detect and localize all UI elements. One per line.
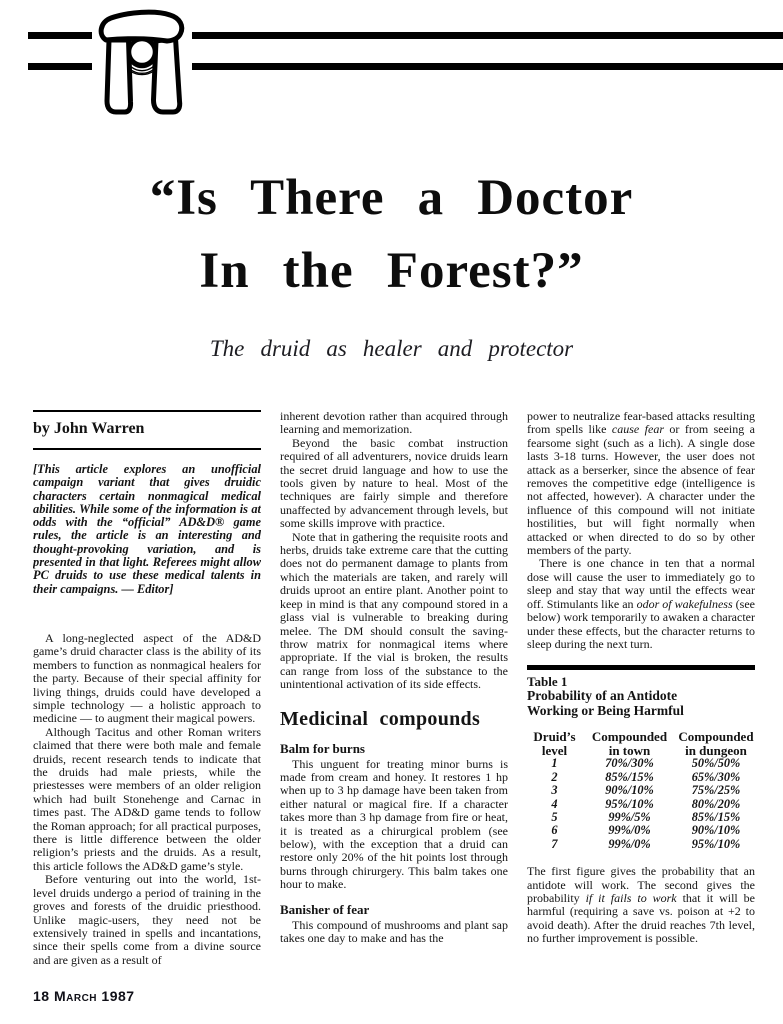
table-cell: 99%/5% [608, 809, 651, 824]
column-2-flow [280, 410, 508, 945]
table-cell: 95%/10% [605, 796, 654, 811]
header-town-2: in town [608, 742, 651, 758]
text-run: The first figure gives the probability that an antidote will work. The second gives the probability [527, 864, 755, 905]
paragraph [527, 557, 755, 651]
text-run: Although Tacitus and other Roman writers claimed that there were both male and female druids, recent research tends to indicate that the druids had male priests, while the priestesses were members of an older religion which had built Stonehenge and Carnac in times past. The AD&D game tends to follow the Roman approach; for all practical purposes, there is little difference between the older religion’s priests and the druids. As a result, this article follows the AD&D game’s style. [33, 724, 261, 873]
table-1-header-row-1 [527, 730, 755, 744]
table-row [527, 798, 755, 811]
paragraph [527, 410, 755, 557]
table-cell: 85%/15% [605, 769, 654, 784]
article-body [33, 410, 755, 988]
header-dungeon-2: in dungeon [685, 742, 747, 758]
table-cell: 6 [551, 823, 558, 838]
paragraph [280, 919, 508, 946]
table-1-rows [527, 757, 755, 851]
table-cell: 70%/30% [605, 756, 654, 771]
italic-phrase: odor of wakefulness [636, 596, 733, 611]
table-cell: 99%/0% [608, 836, 651, 851]
table-row [527, 771, 755, 784]
table-1-note [527, 865, 755, 945]
column-3-flow [527, 410, 755, 651]
paragraph [33, 726, 261, 873]
text-run: There is one chance in ten that a normal dose will cause the user to immediately go to sleep and stay that way until the effects wear off. Stimulants like an [527, 556, 755, 611]
table-1-label: Table 1 [527, 674, 568, 690]
compound-heading: Banisher of fear [280, 901, 370, 917]
text-run: (see below) work temporarily to awaken a character under these effects, but the character returns to sleep during the next turn. [527, 596, 755, 651]
issue-date: March 1987 [53, 988, 135, 1004]
table-cell: 7 [551, 836, 558, 851]
byline [33, 410, 261, 450]
column-2 [280, 410, 508, 988]
dolmen-stonehenge-icon [92, 5, 192, 117]
table-1 [527, 665, 755, 851]
article-subtitle: The druid as healer and protector [209, 336, 574, 361]
table-cell: 90%/10% [691, 823, 741, 838]
table-cell: 75%/25% [691, 783, 741, 798]
text-run: This compound of mushrooms and plant sap takes one day to make and has the [280, 917, 508, 945]
text-run: Beyond the basic combat instruction required of all adventurers, novice druids learn the secret druid language and how to use the tools given by nature to heal. Most of the techniques are fairly simple and therefore unaffected by advancement through levels, but some skills improve with practice. [280, 435, 508, 531]
table-cell: 3 [551, 783, 558, 798]
table-cell: 2 [551, 769, 558, 784]
text-run: that it will be harmful (requiring a save vs. poison at +2 to avoid death). After the druid reaches 7th level, no further improvement is possible. [527, 890, 755, 946]
table-row [527, 757, 755, 770]
paragraph [33, 632, 261, 726]
title-line-1: “Is There a Doctor [149, 170, 634, 226]
page-footer [33, 988, 135, 1004]
paragraph [33, 873, 261, 967]
table-cell: 65%/30% [691, 769, 741, 784]
table-row [527, 811, 755, 824]
table-cell: 85%/15% [691, 809, 741, 824]
text-run: This unguent for treating minor burns is made from cream and honey. It restores 1 hp when up to 3 hp damage have been taken from either natural or magical fire. If a character takes more than 3 hp damage from fire or heat, it is treated as a chirurgical problem (see below), with the exception that a druid can restore only 20% of the hit points lost through burns through chirurgery. This balm takes one hour to make. [280, 756, 508, 892]
compound-heading: Balm for burns [280, 740, 365, 756]
table-cell: 90%/10% [605, 783, 654, 798]
text-run: Before venturing out into the world, 1st-level druids undergo a period of training in the groves and forests of the druidic priesthood. Unlike magic-users, they need not be extensively trained in spells and incantations, since their spells come from a divine source and are given as a result of [33, 872, 261, 967]
table-row [527, 824, 755, 837]
table-cell: 5 [551, 809, 558, 824]
table-row [527, 784, 755, 797]
paragraph [280, 410, 508, 437]
article-title [0, 162, 783, 308]
table-cell: 4 [551, 796, 558, 811]
paragraph [280, 437, 508, 531]
table-1-title: Probability of an Antidote Working or Being Harmful [527, 688, 684, 718]
header-town-1: Compounded [591, 729, 668, 745]
column-1 [33, 410, 261, 988]
table-cell: 95%/10% [691, 836, 741, 851]
table-cell: 50%/50% [691, 756, 741, 771]
text-run: A long-neglected aspect of the AD&D game’s druid character class is the ability of its members to function as nonmagical healers for the party. Because of their special affinity for living things, druids could have developed a simple technology — a holistic approach to medicine — to augment their magical powers. [33, 630, 261, 726]
paragraph [280, 758, 508, 892]
text-run: power to neutralize fear-based attacks resulting from spells like [527, 410, 755, 437]
text-run: inherent devotion rather than acquired through learning and memorization. [280, 410, 508, 437]
paragraph [280, 531, 508, 692]
italic-phrase: if it fails to work [585, 890, 677, 905]
title-line-2: In the Forest?” [199, 243, 584, 299]
header-druids-level-2: level [541, 742, 568, 758]
table-cell: 99%/0% [608, 823, 651, 838]
editor-note: [This article explores an unofficial campaign variant that gives druidic characters certain nonmagical medical abilities. While some of the information is at odds with the “official” AD&D® game rules, the article is an interesting and thought-provoking variation, and is presented in that light. Referees might allow PC druids to use these medical talents in their campaigns. — Editor] [33, 462, 261, 596]
column-1-flow [33, 632, 261, 967]
table-row [527, 838, 755, 851]
italic-phrase: cause fear [611, 422, 664, 437]
page-number: 18 [33, 988, 50, 1004]
column-3 [527, 410, 755, 988]
header-dungeon-1: Compounded [678, 729, 754, 745]
table-1-header-row-2 [527, 744, 755, 758]
section-heading: Medicinal compounds [280, 707, 481, 730]
text-run: or from seeing a fearsome sight (such as a lich). A single dose lasts 3-18 turns. However, the user does not attack as a berserker, since the absence of fear removes the competitive edge (intelligence is not affected, however). A character under the influence of this compound will not initiate hostilities, but will fight normally when attacked or when directed to do so by other members of the party. [527, 422, 755, 558]
header-druids-level-1: Druid’s [533, 729, 576, 745]
sun-moon-circle [129, 39, 155, 65]
text-run: Note that in gathering the requisite roots and herbs, druids take extreme care that the cutting does not do permanent damage to plants from which the materials are taken, and rarely will druids uproot an entire plant. Another point to keep in mind is that any compound stored in a glass vial is vulnerable to breaking during melee. The DM should consult the saving-throw matrix for nonmagical items where appropriate. If the vial is broken, the results can range from loss of the substance to the unintentional activation of its side effects. [280, 529, 508, 692]
table-cell: 1 [551, 756, 558, 771]
table-cell: 80%/20% [691, 796, 741, 811]
byline-text: by John Warren [33, 420, 145, 437]
